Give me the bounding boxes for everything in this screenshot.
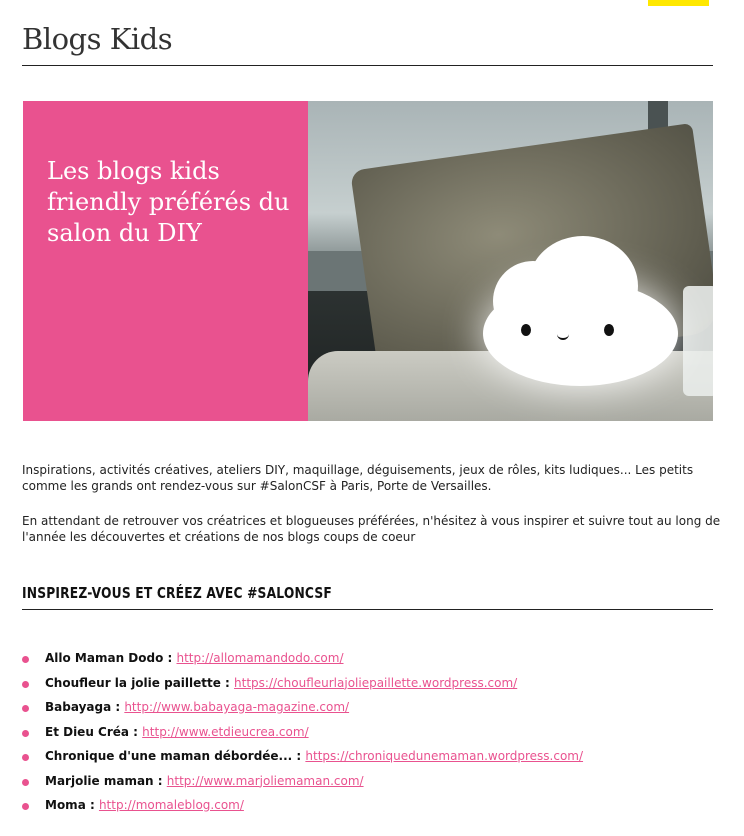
lamp-eye-right xyxy=(604,324,614,336)
blog-link[interactable]: http://momaleblog.com/ xyxy=(98,798,244,812)
blog-list xyxy=(22,648,583,820)
blog-link[interactable]: https://choufleurlajoliepaillette.wordpress.com/ xyxy=(234,675,518,690)
section-divider xyxy=(22,609,713,610)
intro-paragraph-2: En attendant de retrouver vos créatrices et blogueuses préférées, n'hésitez à vous inspirer et suivre tout au long de l'année les découvertes et créations de nos blogs coups de coeur xyxy=(22,514,721,544)
blog-link[interactable]: http://allomamandodo.com/ xyxy=(176,651,344,665)
list-item xyxy=(22,722,583,747)
blog-name: Chronique d'une maman débordée... : xyxy=(45,749,306,763)
blog-name: Allo Maman Dodo : xyxy=(45,651,177,665)
blog-link[interactable]: http://www.babayaga-magazine.com/ xyxy=(124,700,350,714)
top-badge[interactable] xyxy=(648,0,709,6)
blog-link[interactable]: http://www.etdieucrea.com/ xyxy=(142,724,309,739)
blog-link[interactable]: http://www.marjoliemaman.com/ xyxy=(166,773,364,788)
tissue-paper xyxy=(683,286,713,396)
blog-name: Choufleur la jolie paillette : xyxy=(45,675,235,690)
list-item xyxy=(22,673,583,698)
bullet-icon xyxy=(22,681,29,688)
hero-banner xyxy=(23,101,713,421)
blog-link[interactable]: https://chroniquedunemaman.wordpress.com/ xyxy=(305,749,584,763)
list-item xyxy=(22,746,583,771)
list-item xyxy=(22,795,583,820)
list-item xyxy=(22,771,583,796)
bullet-icon xyxy=(22,705,29,712)
bullet-icon xyxy=(22,779,29,786)
blog-name: Babayaga : xyxy=(45,700,125,714)
section-title: INSPIREZ-VOUS ET CRÉEZ AVEC #SALONCSF xyxy=(22,584,332,602)
list-item xyxy=(22,697,583,722)
cloud-lamp-icon xyxy=(483,236,678,386)
bullet-icon xyxy=(22,803,29,810)
bullet-icon xyxy=(22,754,29,761)
hero-headline: Les blogs kids friendly préférés du salon du DIY xyxy=(47,157,290,247)
lamp-eye-left xyxy=(521,324,531,336)
bullet-icon xyxy=(22,656,29,663)
hero-text-panel xyxy=(23,101,308,421)
blog-name: Et Dieu Créa : xyxy=(45,724,143,739)
intro-paragraph-1: Inspirations, activités créatives, ateliers DIY, maquillage, déguisements, jeux de rôles, kits ludiques... Les petits comme les grands ont rendez-vous sur #SalonCSF à Paris, Porte de Versailles. xyxy=(22,463,694,493)
title-divider xyxy=(22,65,713,66)
bullet-icon xyxy=(22,730,29,737)
hero-image xyxy=(308,101,713,421)
blog-name: Marjolie maman : xyxy=(45,773,167,788)
list-item xyxy=(22,648,583,673)
page-title: Blogs Kids xyxy=(22,22,173,56)
blog-name: Moma : xyxy=(45,798,99,812)
